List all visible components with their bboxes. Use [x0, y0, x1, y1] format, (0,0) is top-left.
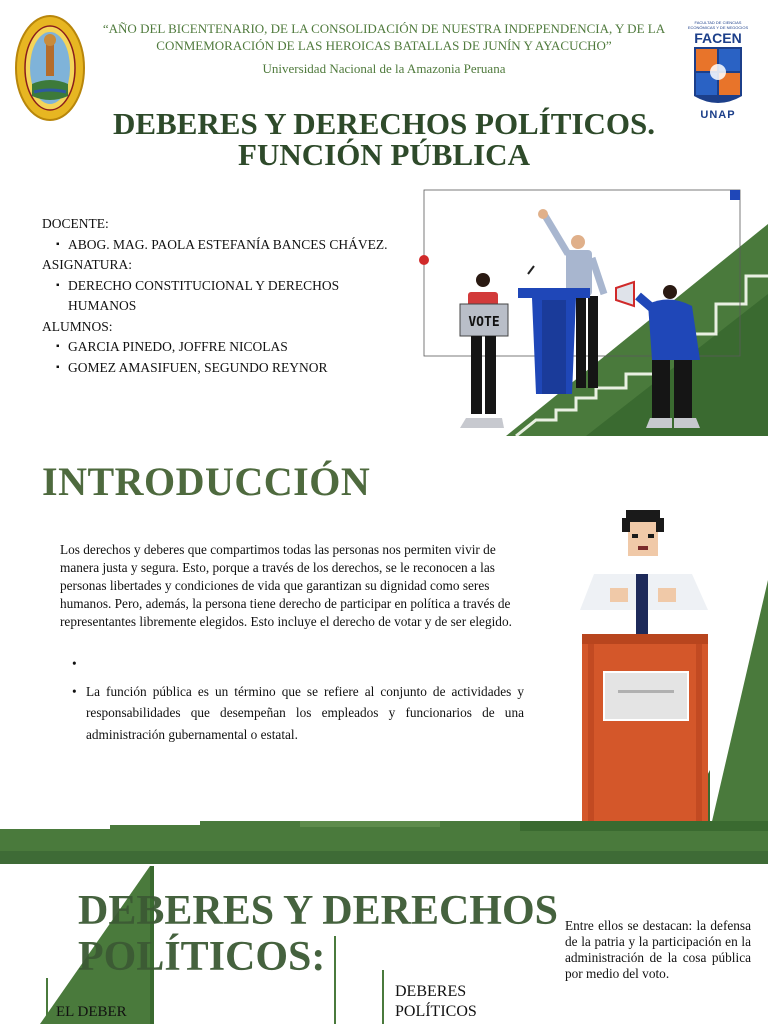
list-item-empty	[72, 653, 524, 675]
course-info	[42, 214, 432, 378]
section-title-line-2: POLÍTICOS:	[78, 934, 326, 980]
intro-bullets	[72, 653, 524, 745]
alumno-item: ▪ GARCIA PINEDO, JOFFRE NICOLAS	[42, 337, 432, 358]
svg-text:FACEN: FACEN	[694, 30, 742, 46]
slide-introduction	[0, 440, 768, 864]
university-name: Universidad Nacional de la Amazonia Peruana	[262, 61, 506, 76]
list-item: • La función pública es un término que se refiere al conjunto de actividades y responsabilidades que desempeñan los empleados y funcionarios de una administración gubernamental o estatal.	[72, 681, 524, 746]
slide-cover	[0, 0, 768, 436]
section-title-line-1: DEBERES Y DERECHOS	[78, 888, 559, 934]
facen-unap-logo	[688, 16, 748, 120]
asignatura-name: ▪ DERECHO CONSTITUCIONAL Y DERECHOS HUMANOS	[42, 276, 382, 317]
svg-text:ECONÓMICAS Y DE NEGOCIOS: ECONÓMICAS Y DE NEGOCIOS	[688, 25, 748, 30]
svg-text:FACULTAD DE CIENCIAS: FACULTAD DE CIENCIAS	[694, 20, 742, 25]
vote-sign-text: VOTE	[468, 315, 500, 330]
slide-political-duties	[0, 866, 768, 1024]
deberes-politicos-heading	[395, 982, 477, 1022]
deberes-line-1: DEBERES	[395, 983, 467, 1000]
alumno-item: ▪ GOMEZ AMASIFUEN, SEGUNDO REYNOR	[42, 358, 432, 379]
title-line-2: FUNCIÓN PÚBLICA	[238, 137, 530, 172]
alumnos-label: ALUMNOS:	[42, 318, 113, 334]
docente-name: ▪ ABOG. MAG. PAOLA ESTEFANÍA BANCES CHÁVEZ.	[42, 235, 432, 256]
el-deber-label: EL DEBER	[56, 1004, 127, 1020]
unap-seal-logo	[14, 14, 86, 122]
motto-text: “AÑO DEL BICENTENARIO, DE LA CONSOLIDACIÓN DE NUESTRA INDEPENDENCIA, Y DE LA CONMEMORACIÓN DE LAS HEROICAS BATALLAS DE JUNÍN Y AYACUCHO”	[102, 21, 666, 53]
title-line-1: DEBERES Y DERECHOS POLÍTICOS.	[112, 106, 656, 141]
section-title	[78, 888, 558, 980]
intro-title: INTRODUCCIÓN	[42, 459, 371, 504]
deberes-line-2: POLÍTICOS	[395, 1003, 477, 1020]
intro-paragraph: Los derechos y deberes que compartimos todas las personas nos permiten vivir de manera justa y segura. Esto, porque a través de los derechos, se le reconocen a las personas libertades y condiciones de vida que garantizan su dignidad como seres humanos. Pero, además, la persona tiene derecho de participar en política a través de representantes libremente elegidos. Esto incluye el derecho de votar y de ser elegido.	[60, 542, 512, 629]
deberes-description: Entre ellos se destacan: la defensa de la patria y la participación en la administración de la cosa pública por medio del voto.	[565, 918, 751, 981]
docente-label: DOCENTE:	[42, 216, 109, 231]
voting-illustration	[416, 184, 768, 436]
svg-text:UNAP: UNAP	[700, 109, 736, 120]
speaker-podium-illustration	[560, 470, 768, 830]
asignatura-label: ASIGNATURA:	[42, 257, 133, 272]
main-title	[60, 108, 708, 170]
green-pixel-band	[0, 821, 768, 864]
